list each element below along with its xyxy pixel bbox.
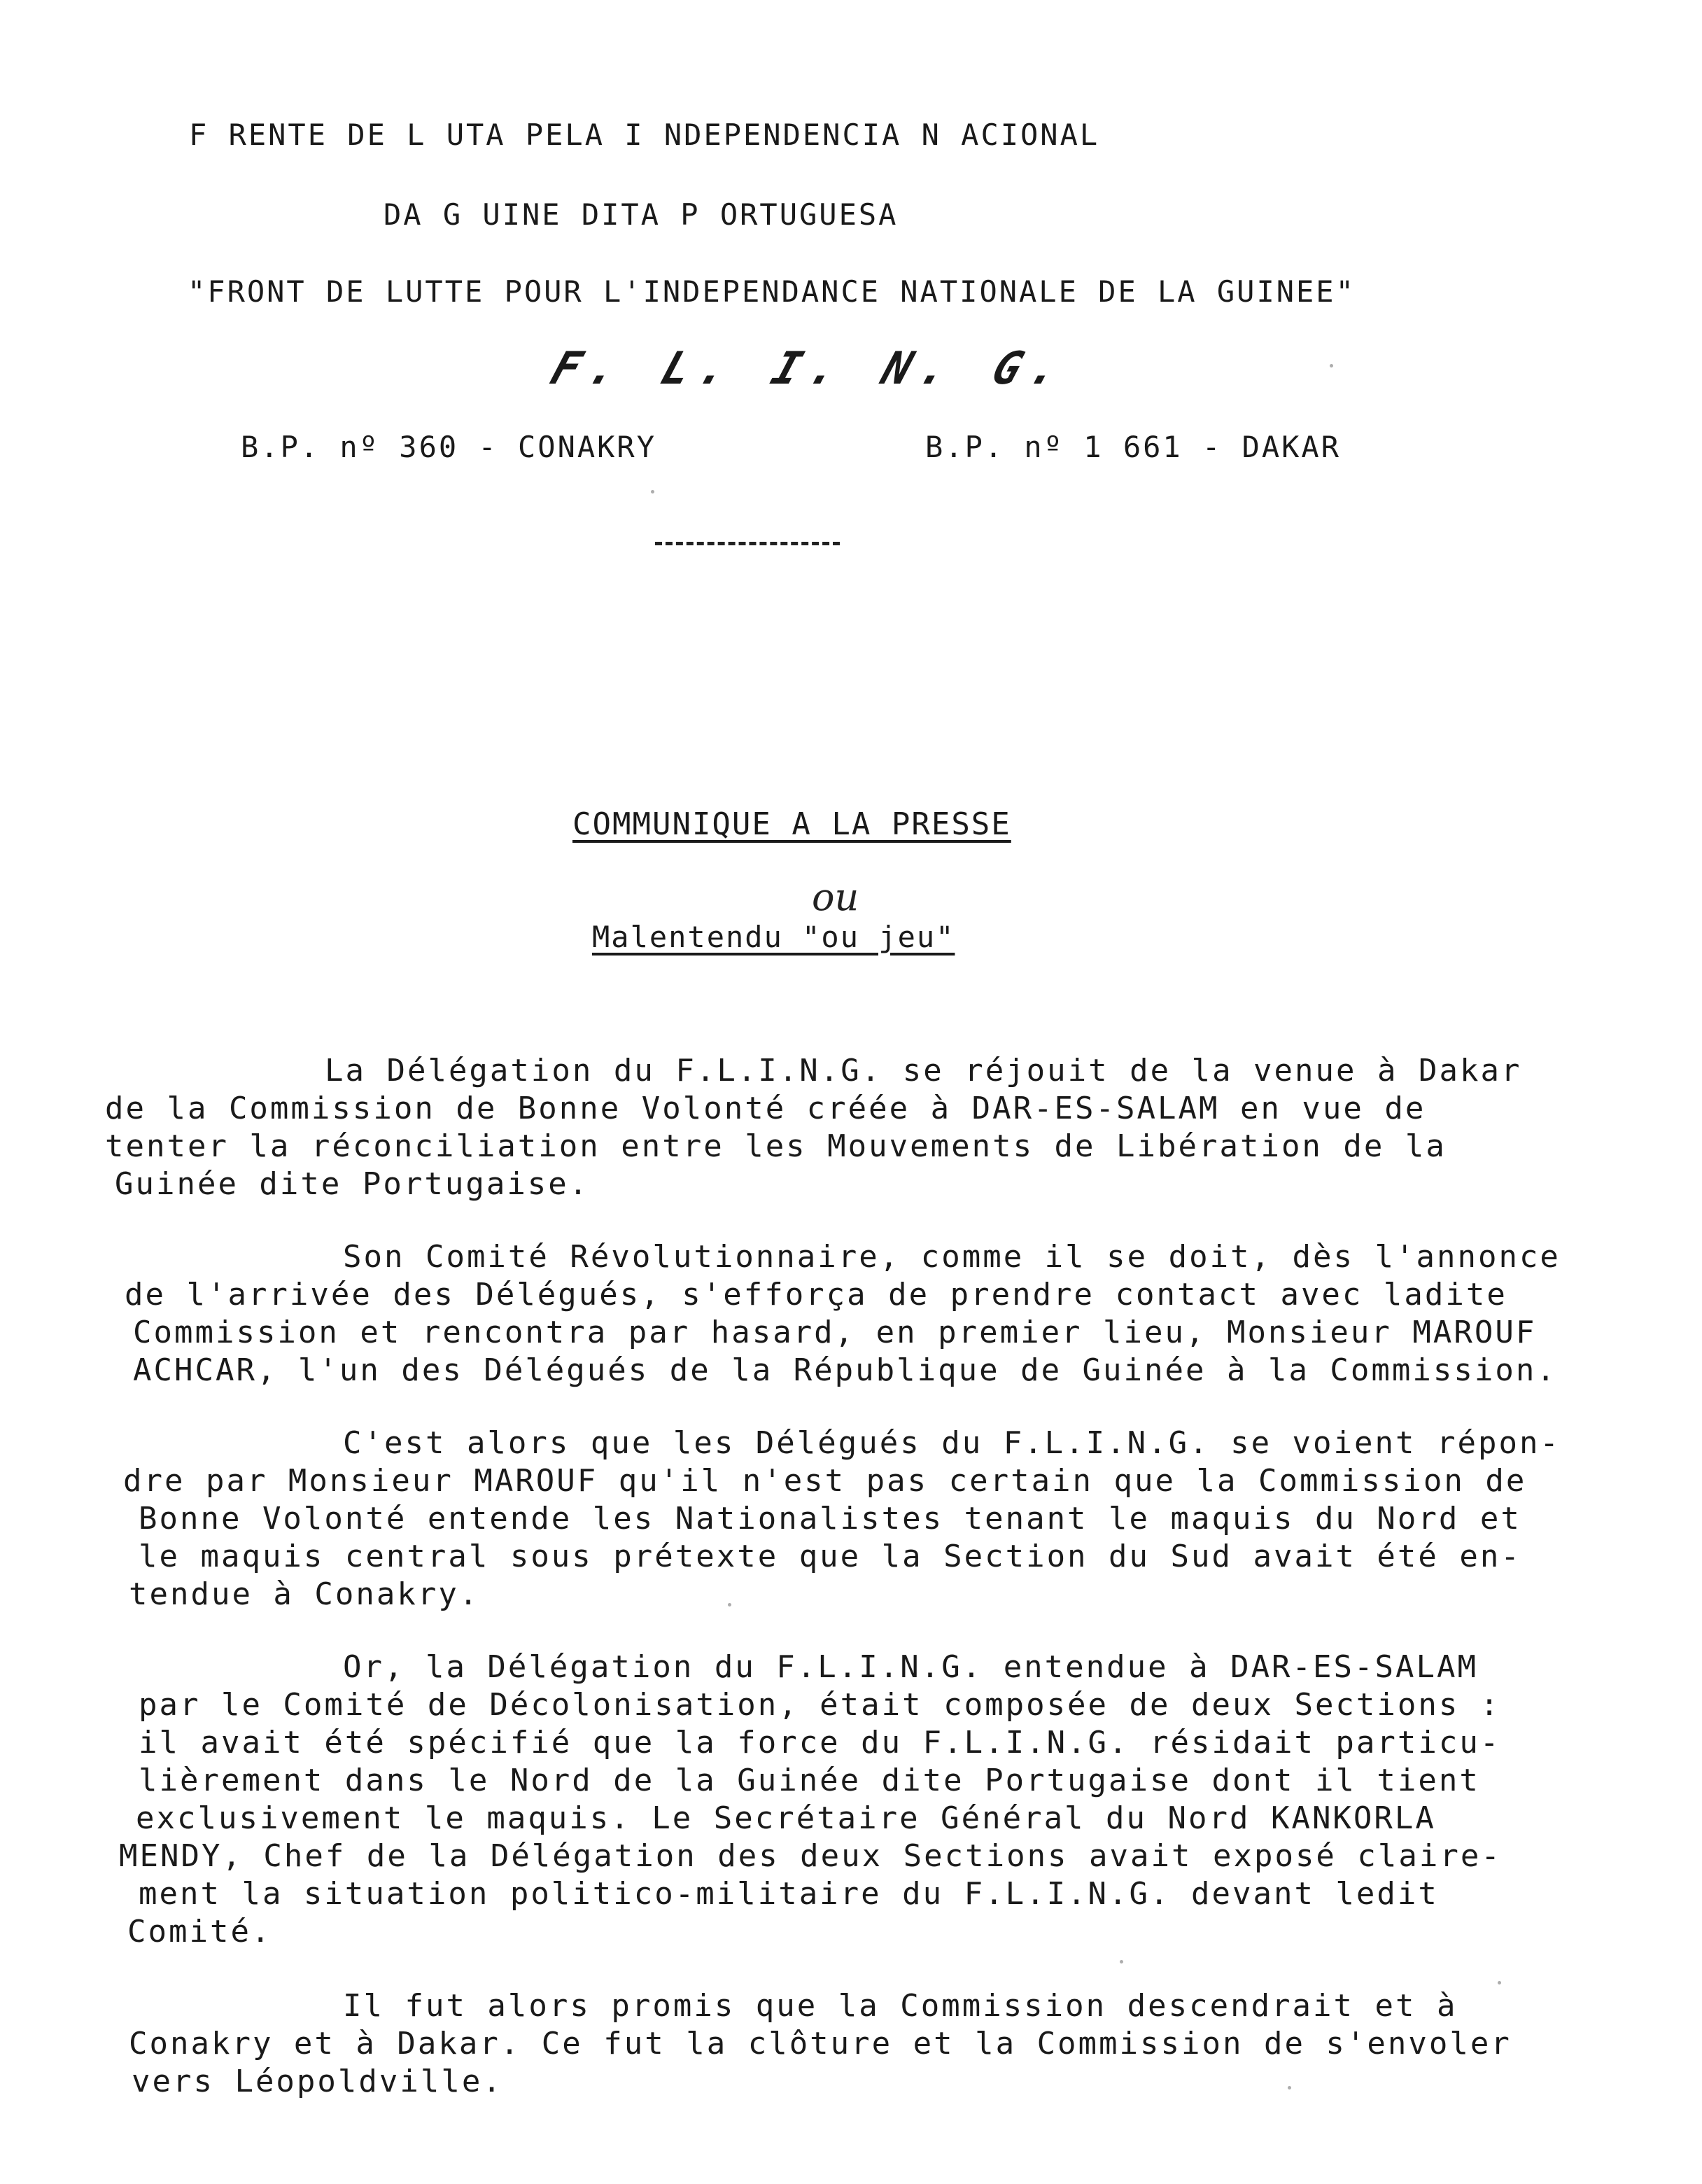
document-subtitle: Malentendu "ou jeu"	[592, 920, 955, 954]
p1-line-4: Guinée dite Portugaise.	[115, 1166, 590, 1202]
scan-speck	[1498, 1981, 1501, 1984]
p3-line-1: C'est alors que les Délégués du F.L.I.N.G. se voient répon-	[343, 1425, 1561, 1461]
p3-line-3: Bonne Volonté entende les Nationalistes tenant le maquis du Nord et	[139, 1501, 1521, 1536]
p4-line-7: ment la situation politico-militaire du F.L.I.N.G. devant ledit	[139, 1876, 1439, 1912]
document-title: COMMUNIQUE A LA PRESSE	[572, 806, 1011, 842]
p4-line-5: exclusivement le maquis. Le Secrétaire Général du Nord KANKORLA	[136, 1800, 1436, 1836]
scan-speck	[651, 490, 654, 493]
letterhead-line-2: DA G UINE DITA P ORTUGUESA	[384, 197, 899, 232]
p4-line-8: Comité.	[127, 1914, 272, 1949]
p1-line-1: La Délégation du F.L.I.N.G. se réjouit de la venue à Dakar	[325, 1053, 1522, 1088]
p1-line-3: tenter la réconciliation entre les Mouvements de Libération de la	[105, 1128, 1447, 1164]
p4-line-3: il avait été spécifié que la force du F.L.I.N.G. résidait particu-	[139, 1725, 1501, 1760]
scan-speck	[1330, 364, 1333, 368]
header-divider	[655, 542, 840, 545]
letterhead-line-1: F RENTE DE L UTA PELA I NDEPENDENCIA N ACIONAL	[189, 118, 1100, 152]
p2-line-3: Commission et rencontra par hasard, en premier lieu, Monsieur MAROUF	[133, 1315, 1537, 1350]
p2-line-4: ACHCAR, l'un des Délégués de la République de Guinée à la Commission.	[133, 1352, 1557, 1388]
scan-speck	[728, 1603, 731, 1606]
address-dakar: B.P. nº 1 661 - DAKAR	[925, 430, 1342, 464]
p4-line-4: lièrement dans le Nord de la Guinée dite Portugaise dont il tient	[139, 1763, 1480, 1798]
scan-speck	[1120, 1960, 1123, 1963]
p5-line-1: Il fut alors promis que la Commission descendrait et à	[343, 1988, 1458, 2024]
p2-line-2: de l'arrivée des Délégués, s'efforça de prendre contact avec ladite	[125, 1277, 1507, 1312]
p1-line-2: de la Commission de Bonne Volonté créée à DAR-ES-SALAM en vue de	[105, 1091, 1426, 1126]
p4-line-6: MENDY, Chef de la Délégation des deux Sections avait exposé claire-	[119, 1838, 1502, 1874]
p5-line-2: Conakry et à Dakar. Ce fut la clôture et la Commission de s'envoler	[129, 2026, 1512, 2062]
p4-line-2: par le Comité de Décolonisation, était composée de deux Sections :	[139, 1687, 1501, 1723]
p2-line-1: Son Comité Révolutionnaire, comme il se doit, dès l'annonce	[343, 1239, 1561, 1275]
p5-line-3: vers Léopoldville.	[132, 2064, 503, 2099]
scan-speck	[1288, 2086, 1291, 2090]
letterhead-line-3: "FRONT DE LUTTE POUR L'INDEPENDANCE NATIONALE DE LA GUINEE"	[188, 274, 1356, 309]
letterhead-acronym: F. L. I. N. G.	[544, 343, 1076, 395]
p3-line-4: le maquis central sous prétexte que la Section du Sud avait été en-	[139, 1539, 1521, 1574]
p3-line-5: tendue à Conakry.	[129, 1576, 480, 1612]
p3-line-2: dre par Monsieur MAROUF qu'il n'est pas certain que la Commission de	[123, 1463, 1527, 1499]
p4-line-1: Or, la Délégation du F.L.I.N.G. entendue à DAR-ES-SALAM	[343, 1649, 1478, 1685]
address-conakry: B.P. nº 360 - CONAKRY	[241, 430, 657, 464]
handwritten-correction: ou	[812, 875, 859, 919]
